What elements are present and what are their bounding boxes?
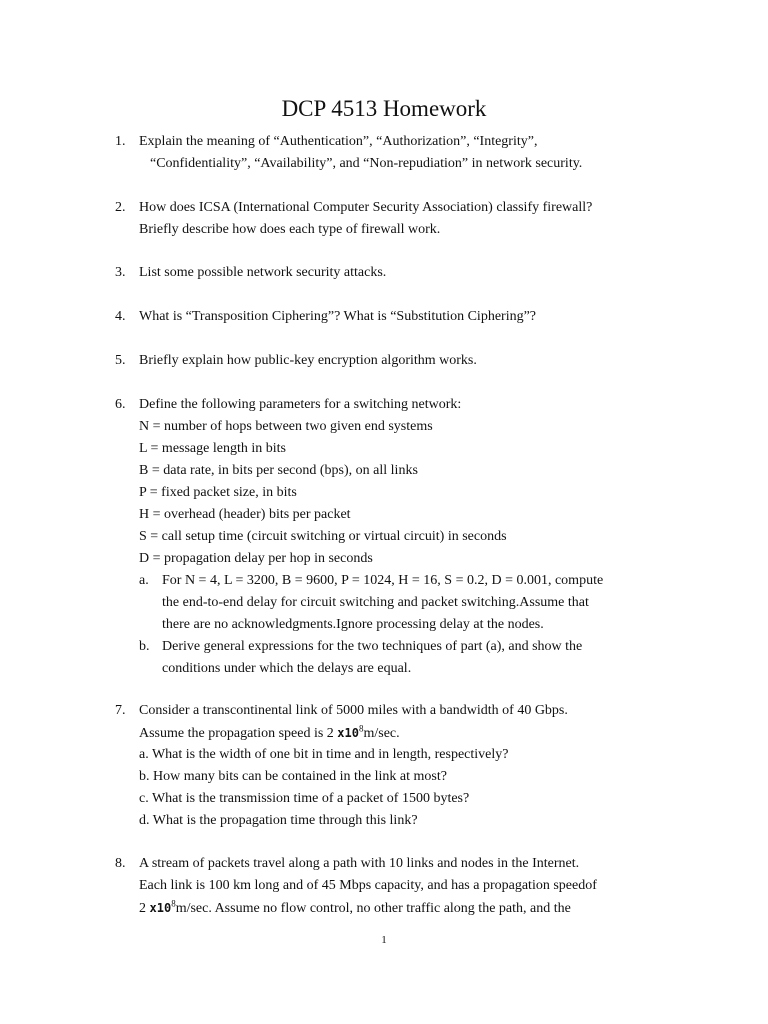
speed-multiplier: x10 xyxy=(337,726,359,740)
document-title: DCP 4513 Homework xyxy=(281,96,487,121)
sub-question-text: there are no acknowledgments.Ignore processing delay at the nodes. xyxy=(162,617,544,632)
question-number: 8. xyxy=(115,856,126,871)
sub-question-text: Derive general expressions for the two techniques of part (a), and show the xyxy=(162,639,583,654)
question-text: A stream of packets travel along a path with 10 links and nodes in the Internet. xyxy=(139,856,580,871)
sub-question-b xyxy=(139,636,679,680)
question-text: What is “Transposition Ciphering”? What is “Substitution Ciphering”? xyxy=(139,309,537,324)
question-number: 1. xyxy=(115,134,126,149)
parameter-definition: D = propagation delay per hop in seconds xyxy=(139,551,373,566)
parameter-definition: S = call setup time (circuit switching or virtual circuit) in seconds xyxy=(139,529,507,544)
parameter-definition: P = fixed packet size, in bits xyxy=(139,485,297,500)
sub-question-text: c. What is the transmission time of a packet of 1500 bytes? xyxy=(139,791,470,806)
question-text-part: 2 xyxy=(139,901,150,916)
sub-question-text: a. What is the width of one bit in time and in length, respectively? xyxy=(139,747,509,762)
question-number: 2. xyxy=(115,200,126,215)
question-text: How does ICSA (International Computer Security Association) classify firewall? xyxy=(139,200,593,215)
page-number: 1 xyxy=(381,934,387,946)
question-text: Each link is 100 km long and of 45 Mbps capacity, and has a propagation speedof xyxy=(139,878,597,893)
question-text xyxy=(139,897,679,919)
speed-exponent: 8 xyxy=(171,898,176,909)
sub-question-label: a. xyxy=(139,573,149,588)
speed-multiplier: x10 xyxy=(149,901,172,915)
sub-question-text: d. What is the propagation time through this link? xyxy=(139,813,418,828)
question-text: List some possible network security attacks. xyxy=(139,265,387,280)
sub-question-text: the end-to-end delay for circuit switching and packet switching.Assume that xyxy=(162,595,589,610)
question-number: 5. xyxy=(115,353,126,368)
speed-unit: m/sec. xyxy=(363,726,400,741)
question-text-part: m/sec. Assume no flow control, no other traffic along the path, and the xyxy=(175,901,571,916)
sub-question-text: For N = 4, L = 3200, B = 9600, P = 1024, H = 16, S = 0.2, D = 0.001, compute xyxy=(162,573,604,588)
sub-question-label: b. xyxy=(139,639,150,654)
sub-question-text: conditions under which the delays are equal. xyxy=(162,661,412,676)
question-text: Explain the meaning of “Authentication”, “Authorization”, “Integrity”, xyxy=(139,134,538,149)
parameter-definition: H = overhead (header) bits per packet xyxy=(139,507,351,522)
question-text: Consider a transcontinental link of 5000 miles with a bandwidth of 40 Gbps. xyxy=(139,703,568,718)
question-text: Briefly explain how public-key encryption algorithm works. xyxy=(139,353,477,368)
parameter-definition: B = data rate, in bits per second (bps), on all links xyxy=(139,463,418,478)
speed-exponent: 8 xyxy=(358,723,364,734)
question-number: 7. xyxy=(115,703,126,718)
question-text xyxy=(139,722,679,744)
sub-question-text: b. How many bits can be contained in the link at most? xyxy=(139,769,447,784)
question-text: “Confidentiality”, “Availability”, and “Non-repudiation” in network security. xyxy=(150,156,583,171)
parameter-definition: L = message length in bits xyxy=(139,441,286,456)
question-text: Define the following parameters for a switching network: xyxy=(139,397,462,412)
question-number: 6. xyxy=(115,397,126,412)
question-text-part: Assume the propagation speed is 2 xyxy=(139,726,338,741)
parameter-definition: N = number of hops between two given end systems xyxy=(139,419,433,434)
sub-question-a xyxy=(139,570,679,636)
question-number: 3. xyxy=(115,265,126,280)
question-number: 4. xyxy=(115,309,126,324)
question-text: Briefly describe how does each type of firewall work. xyxy=(139,222,441,237)
